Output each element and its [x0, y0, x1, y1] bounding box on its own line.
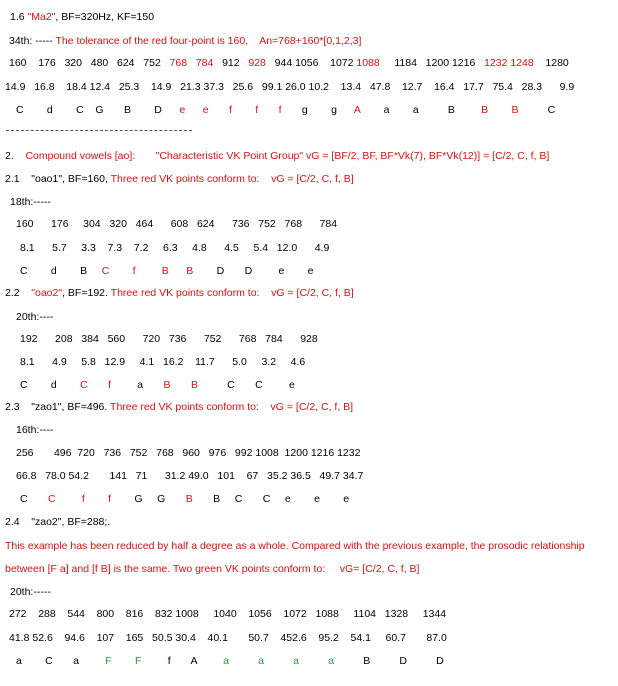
text-segment: between [F a] and [f B] is the same. Two green VK points conform to: vG= [C/2, C, f, B]	[5, 563, 420, 575]
text-segment: 16th:----	[16, 424, 54, 436]
text-segment: 14.9 16.8 18.4 12.4 25.3 14.9 21.3 37.3 25.6 99.1 26.0 10.2 13.4 47.8 12.7 16.4 17.7 75.4 28.3 9.9	[5, 81, 575, 93]
text-line	[16, 470, 363, 483]
text-segment: 20th:-----	[10, 586, 51, 598]
text-line	[9, 608, 446, 621]
text-line	[9, 35, 361, 48]
text-line	[16, 311, 53, 324]
text-segment: 2.	[5, 150, 26, 162]
text-line	[20, 333, 318, 346]
text-segment: 66.8 78.0 54.2 141 71 31.2 49.0 101 67 35.2 36.5 49.7 34.7	[16, 470, 364, 482]
text-segment: 768 784	[169, 57, 214, 69]
text-segment: C d C G B D	[16, 104, 180, 116]
text-segment: Three red VK points conform to: vG = [C/2, C, f, B]	[110, 287, 354, 299]
text-line	[10, 196, 51, 209]
text-segment: 2.1 "oao1", BF=160,	[5, 173, 111, 185]
text-segment: C	[518, 104, 556, 116]
text-segment: 8.1 4.9 5.8 12.9 4.1 16.2 11.7 5.0 3.2 4.6	[20, 356, 306, 368]
text-segment: 256 496 720 736 752 768 960 976 992 1008 1200 1216 1232	[16, 447, 361, 459]
text-line	[5, 173, 354, 186]
text-segment: "oao2"	[31, 287, 63, 299]
text-line	[5, 150, 549, 163]
text-segment: The tolerance of the red four-point is 160, An=768+160*[0,1,2,3]	[55, 35, 362, 47]
text-segment: 1.6	[10, 11, 28, 23]
text-segment: e e f f f	[179, 104, 282, 116]
text-line	[5, 81, 574, 94]
text-line	[20, 379, 295, 392]
text-segment: a C a	[16, 655, 106, 667]
text-segment: 34th: -----	[9, 35, 56, 47]
text-segment: 2.4 "zao2", BF=288;.	[5, 516, 111, 528]
text-segment: a	[111, 379, 164, 391]
text-segment: C d	[20, 379, 81, 391]
text-segment: G G	[111, 493, 186, 505]
text-segment: C	[20, 493, 49, 505]
text-segment: Three red VK points conform to: vG = [C/2, C, f, B]	[110, 173, 354, 185]
text-line	[5, 401, 353, 414]
text-segment: 1232 1248	[484, 57, 534, 69]
text-segment: C C e	[197, 379, 295, 391]
text-segment: 1184 1200 1216	[379, 57, 485, 69]
text-segment: C d B	[20, 265, 102, 277]
text-segment: , BF=320Hz, KF=150	[55, 11, 155, 23]
text-segment: 18th:-----	[10, 196, 51, 208]
text-segment: B D D	[334, 655, 444, 667]
text-line	[16, 218, 337, 231]
text-line	[20, 493, 349, 506]
text-segment: C f	[80, 379, 112, 391]
text-segment: 1280	[533, 57, 569, 69]
text-segment: a a a a	[223, 655, 335, 667]
text-line	[5, 516, 110, 529]
text-segment: 20th:----	[16, 311, 54, 323]
text-line	[5, 563, 419, 576]
text-line	[20, 242, 329, 255]
text-segment: B B	[481, 104, 519, 116]
text-line	[5, 287, 354, 300]
text-line	[9, 632, 447, 645]
text-segment: B	[185, 493, 193, 505]
text-line	[9, 57, 569, 70]
text-segment: This example has been reduced by half a degree as a whole. Compared with the previous example, the prosodic relationship	[5, 540, 585, 552]
text-line	[10, 586, 51, 599]
text-line	[16, 447, 360, 460]
text-segment: C f B B	[101, 265, 194, 277]
text-line	[16, 424, 53, 437]
text-segment: 41.8 52.6 94.6 107 165 50.5 30.4 40.1 50.7 452.6 95.2 54.1 60.7 87.0	[9, 632, 447, 644]
text-segment: 8.1 5.7 3.3 7.3 7.2 6.3 4.8 4.5 5.4 12.0 4.9	[20, 242, 330, 254]
text-segment: B C C e e e	[192, 493, 350, 505]
text-segment: 192 208 384 560 720 736 752 768 784 928	[20, 333, 318, 345]
text-segment: D D e e	[193, 265, 314, 277]
text-line	[16, 104, 555, 117]
text-line	[5, 540, 585, 553]
text-segment: Three red VK points conform to: vG = [C/2, C, f, B]	[110, 401, 354, 413]
text-segment: "Ma2"	[27, 11, 56, 23]
text-segment: B B	[163, 379, 198, 391]
text-segment: A	[353, 104, 361, 116]
text-segment: 912	[213, 57, 249, 69]
text-segment: 160 176 320 480 624 752	[9, 57, 170, 69]
text-segment: f A	[141, 655, 224, 667]
text-segment: 944 1056 1072	[265, 57, 357, 69]
text-line	[10, 11, 154, 24]
text-segment: 2.3 "zao1", BF=496.	[5, 401, 111, 413]
text-line	[16, 655, 444, 668]
text-segment: g g	[281, 104, 354, 116]
text-segment: , BF=192.	[62, 287, 111, 299]
text-segment: 272 288 544 800 816 832 1008 1040 1056 1072 1088 1104 1328 1344	[9, 608, 447, 620]
text-segment: Compound vowels [ao]: "Characteristic VK Point Group" vG = [BF/2, BF, BF*Vk(7), BF*Vk(12)] = [C/2, C, f, B]	[25, 150, 550, 162]
text-segment: 928	[248, 57, 266, 69]
text-segment: C f f	[48, 493, 112, 505]
text-segment: a a B	[360, 104, 482, 116]
divider-line	[6, 130, 192, 131]
text-line	[20, 265, 314, 278]
text-segment: F F	[105, 655, 142, 667]
text-line	[20, 356, 305, 369]
text-segment: 2.2	[5, 287, 32, 299]
text-segment: 1088	[356, 57, 380, 69]
text-segment: 160 176 304 320 464 608 624 736 752 768 784	[16, 218, 338, 230]
